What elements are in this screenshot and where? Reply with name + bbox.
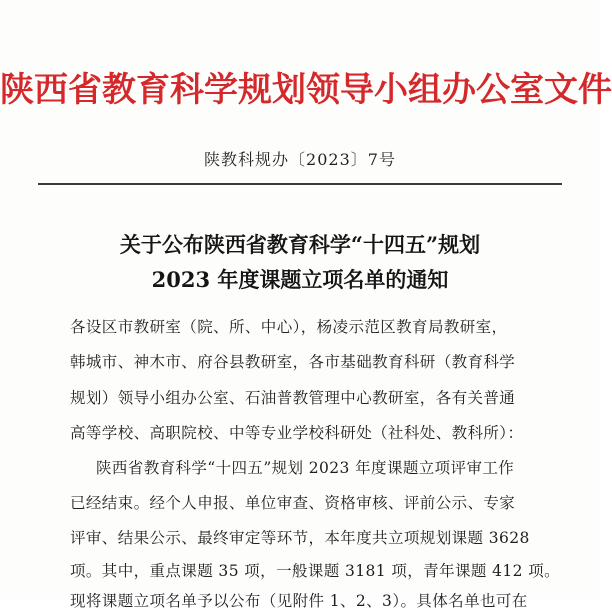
body-line-3: 规划）领导小组办公室、石油普教管理中心教研室，各有关普通 bbox=[70, 389, 516, 407]
body-line-2: 韩城市、神木市、府谷县教研室，各市基础教育科研（教育科学 bbox=[70, 353, 516, 371]
body-line-4: 高等学校、高职院校、中等专业学校科研处（社科处、教科所）： bbox=[70, 424, 524, 442]
document-header-title: 陕西省教育科学规划领导小组办公室文件 bbox=[0, 70, 612, 110]
body-line-7: 评审、结果公示、最终审定等环节，本年度共立项规划课题 3628 bbox=[70, 529, 530, 547]
notice-title-line-1: 关于公布陕西省教育科学“十四五”规划 bbox=[119, 232, 481, 257]
document-number: 陕教科规办〔2023〕7号 bbox=[204, 150, 396, 169]
header-divider bbox=[38, 183, 562, 185]
body-line-6: 已经结束。经个人申报、单位审查、资格审核、评前公示、专家 bbox=[70, 494, 516, 512]
body-line-8: 项。其中，重点课题 35 项，一般课题 3181 项，青年课题 412 项。 bbox=[70, 562, 561, 580]
body-line-1: 各设区市教研室（院、所、中心），杨凌示范区教育局教研室， bbox=[70, 318, 508, 336]
notice-title-line-2: 2023 年度课题立项名单的通知 bbox=[151, 267, 449, 292]
body-line-5: 陕西省教育科学“十四五”规划 2023 年度课题立项评审工作 bbox=[96, 459, 515, 477]
body-line-9: 现将课题立项名单予以公布（见附件 1、2、3）。具体名单也可在 bbox=[70, 592, 528, 610]
